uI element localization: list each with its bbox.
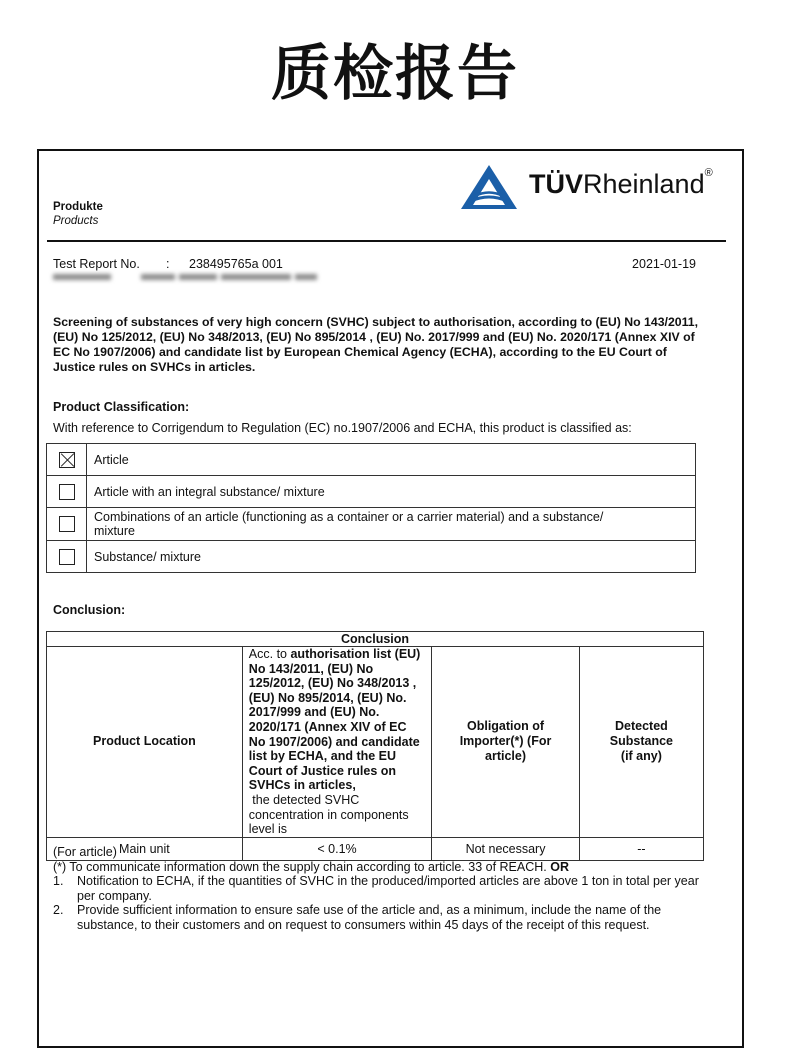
classification-option-label: Article with an integral substance/ mixture [87, 476, 696, 508]
note-item: 1. Notification to ECHA, if the quantities of SVHC in the produced/imported articles are above 1 ton in total per year per company. [53, 874, 699, 903]
checkbox-substance-mixture[interactable] [59, 549, 75, 565]
logo-wordmark: TÜVRheinland® [529, 167, 713, 199]
col-header-detected: Detected Substance (if any) [579, 647, 703, 838]
report-date: 2021-01-19 [632, 257, 696, 271]
checkbox-article-integral[interactable] [59, 484, 75, 500]
classification-row [47, 476, 696, 508]
test-report-number: 238495765a 001 [189, 257, 283, 271]
conclusion-heading: Conclusion: [53, 603, 126, 617]
cell-concentration: < 0.1% [242, 837, 431, 860]
classification-option-label: Substance/ mixture [87, 541, 696, 573]
col-header-location: Product Location [47, 647, 243, 838]
col-header-criteria: Acc. to authorisation list (EU) No 143/2011, (EU) No 125/2012, (EU) No 348/2013 , (EU) No 895/2014, (EU) No. 2017/999 and (EU) No. 2020/171 (Annex XIV of EC No 1907/2006) and candidate list by ECHA, and the EU Court of Justice rules on SVHCs in articles, the detected SVHC concentration in components level is [242, 647, 431, 838]
conclusion-table-title: Conclusion [47, 632, 704, 647]
classification-option-label: Combinations of an article (functioning as a container or a carrier material) and a substance/ mixture [87, 508, 696, 541]
produkte-label: Produkte [53, 201, 103, 213]
classification-intro: With reference to Corrigendum to Regulation (EC) no.1907/2006 and ECHA, this product is classified as: [53, 421, 632, 435]
cell-detected: -- [579, 837, 703, 860]
redacted-customer-line [53, 271, 373, 286]
col-header-obligation: Obligation of Importer(*) (For article) [432, 647, 580, 838]
cell-obligation: Not necessary [432, 837, 580, 860]
classification-row [47, 508, 696, 541]
redacted-text [53, 271, 373, 283]
note-item: 2. Provide sufficient information to ensure safe use of the article and, as a minimum, include the name of the substance, to their customers and on request to consumers within 45 days of the receipt of this request. [53, 903, 662, 932]
header-divider [47, 240, 726, 242]
screening-statement: Screening of substances of very high concern (SVHC) subject to authorisation, according to (EU) No 143/2011, (EU) No 125/2012, (EU) No 348/2013, (EU) No 895/2014 , (EU) No. 2017/999 and (EU) No. 2020/171 (Annex XIV of EC No 1907/2006) and candidate list by European Chemical Agency (ECHA), according to the EU Court of Justice rules on SVHCs in articles. [53, 315, 699, 374]
notes-section [53, 845, 703, 933]
test-report-separator: : [166, 257, 170, 271]
checkbox-article[interactable] [59, 452, 75, 468]
classification-row [47, 444, 696, 476]
test-report-label: Test Report No. [53, 257, 140, 271]
tuv-rheinland-logo [457, 163, 747, 213]
tuv-triangle-icon [457, 163, 521, 213]
checkbox-combination[interactable] [59, 516, 75, 532]
products-label: Products [53, 215, 99, 227]
note-for-article: (For article) [53, 845, 117, 859]
report-document [37, 149, 744, 1048]
classification-table [46, 443, 696, 573]
note-asterisk: (*) To communicate information down the supply chain according to article. 33 of REACH. OR [53, 859, 569, 874]
cell-location: Main unit [47, 837, 243, 860]
conclusion-table [46, 631, 704, 861]
page-title: 质检报告 [271, 39, 519, 109]
classification-row [47, 541, 696, 573]
classification-option-label: Article [87, 444, 696, 476]
classification-heading: Product Classification: [53, 400, 190, 414]
